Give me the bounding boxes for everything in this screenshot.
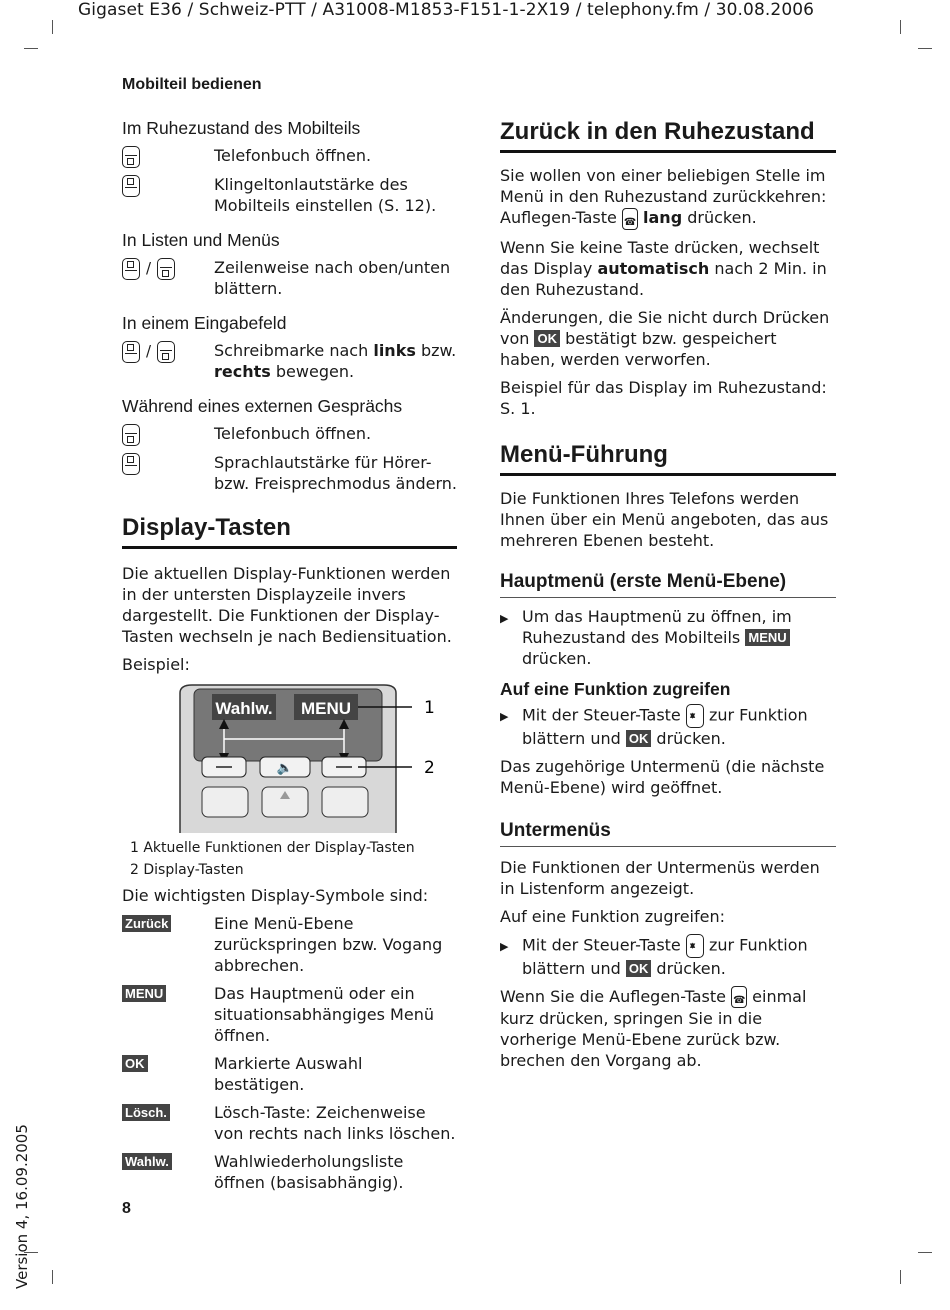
section-idle (122, 118, 457, 216)
symbol-description: Lösch-Taste: Zeichenweise von rechts nach links löschen. (214, 1103, 456, 1143)
symbol-row (122, 1151, 457, 1193)
symbol-row (122, 1102, 457, 1144)
display-keys-figure (122, 683, 457, 833)
bullet-arrow-icon: ▶ (500, 939, 509, 953)
hangup-key-icon (622, 208, 638, 230)
section-lists (122, 230, 457, 299)
bullet-item: ▶ Mit der Steuer-Taste ▲ ▼ zur Funktion blättern und OK drücken. (500, 704, 836, 749)
crop-mark (24, 48, 38, 49)
document-header: Gigaset E36 / Schweiz-PTT / A31008-M1853-F151-1-2X19 / telephony.fm / 30.08.2006 (78, 0, 815, 20)
symbol-row (122, 1053, 457, 1095)
separator: / (146, 342, 152, 360)
callout-1: 1 (424, 698, 435, 718)
bullet-arrow-icon: ▶ (500, 611, 509, 625)
bullet-item: ▶ Mit der Steuer-Taste ▲ ▼ zur Funktion blättern und OK drücken. (500, 934, 836, 979)
key-description: Schreibmarke nach links bzw. rechts bewegen. (214, 341, 457, 381)
heading-display-tasten: Display-Tasten (122, 514, 457, 549)
callout-2: 2 (424, 758, 435, 778)
key-row (122, 452, 457, 494)
nav-up-key-icon (122, 258, 140, 280)
phone-illustration (122, 683, 457, 833)
symbol-key: Lösch. (122, 1104, 170, 1121)
symbol-key: OK (122, 1055, 148, 1072)
paragraph: Beispiel: (122, 655, 190, 674)
paragraph: Auf eine Funktion zugreifen: (500, 906, 725, 926)
crop-mark (52, 1270, 53, 1284)
key-description: Telefonbuch öffnen. (214, 424, 372, 443)
version-side-text: Version 4, 16.09.2005 (13, 1124, 31, 1289)
nav-down-key-icon (122, 424, 140, 446)
section-title: In Listen und Menüs (122, 230, 280, 250)
section-title: In einem Eingabefeld (122, 313, 287, 333)
section-title: Während eines externen Gesprächs (122, 396, 403, 416)
paragraph: Sie wollen von einer beliebigen Stelle im Menü in den Ruhezustand zurückkehren: Auflegen-Taste ☎ lang drücken. (500, 165, 836, 230)
paragraph: Die Funktionen Ihres Telefons werden Ihnen über ein Menü angeboten, das aus mehreren Ebenen besteht. (500, 488, 829, 550)
symbol-description: Eine Menü-Ebene zurückspringen bzw. Vogang abbrechen. (214, 914, 443, 975)
key-description: Telefonbuch öffnen. (214, 146, 372, 165)
nav-up-key-icon (122, 341, 140, 363)
menu-key: MENU (745, 629, 789, 646)
figure-legend-2: 2 Display-Tasten (130, 862, 244, 878)
paragraph: Änderungen, die Sie nicht durch Drücken von OK bestätigt bzw. gespeichert haben, werden verworfen. (500, 307, 830, 369)
separator: / (146, 259, 152, 277)
key-row (122, 145, 457, 168)
symbol-list (122, 913, 457, 1193)
crop-mark (900, 20, 901, 34)
paragraph: Das zugehörige Untermenü (die nächste Menü-Ebene) wird geöffnet. (500, 756, 825, 797)
section-input (122, 313, 457, 382)
nav-down-key-icon (157, 341, 175, 363)
heading-zurueck: Zurück in den Ruhezustand (500, 118, 836, 153)
paragraph: Wenn Sie die Auflegen-Taste ☎ einmal kurz drücken, springen Sie in die vorherige Menü-Ebene zurück bzw. brechen den Vorgang ab. (500, 986, 836, 1072)
heading-funktion-zugreifen: Auf eine Funktion zugreifen (500, 678, 731, 699)
ok-key: OK (626, 730, 652, 747)
paragraph: Die Funktionen der Untermenüs werden in Listenform angezeigt. (500, 857, 820, 898)
control-key-icon (686, 704, 704, 728)
symbol-description: Markierte Auswahl bestätigen. (214, 1054, 363, 1094)
paragraph: Beispiel für das Display im Ruhezustand: S. 1. (500, 377, 827, 418)
crop-mark (918, 48, 932, 49)
section-call (122, 396, 457, 494)
left-column (122, 118, 457, 1200)
heading-menu-fuehrung: Menü-Führung (500, 441, 836, 476)
figure-legend-1: 1 Aktuelle Funktionen der Display-Tasten (130, 840, 415, 856)
nav-down-key-icon (122, 146, 140, 168)
section-title: Im Ruhezustand des Mobilteils (122, 118, 361, 138)
nav-down-key-icon (157, 258, 175, 280)
right-column (500, 118, 836, 1078)
heading-untermenues: Untermenüs (500, 820, 836, 847)
key-description: Sprachlautstärke für Hörer- bzw. Freisprechmodus ändern. (214, 453, 457, 493)
key-row (122, 257, 457, 299)
paragraph: Die wichtigsten Display-Symbole sind: (122, 886, 429, 905)
key-row (122, 174, 457, 216)
softkey-right-label: MENU (300, 699, 352, 718)
symbol-key: Zurück (122, 915, 171, 932)
paragraph: Wenn Sie keine Taste drücken, wechselt das Display automatisch nach 2 Min. in den Ruhezustand. (500, 237, 827, 299)
running-head: Mobilteil bedienen (122, 76, 262, 93)
control-key-icon (686, 934, 704, 958)
key-description: Zeilenweise nach oben/unten blättern. (214, 258, 451, 298)
crop-mark (52, 20, 53, 34)
softkey-left-label: Wahlw. (215, 699, 273, 718)
key-row (122, 340, 457, 382)
crop-mark (918, 1252, 932, 1253)
symbol-row (122, 983, 457, 1046)
nav-up-key-icon (122, 175, 140, 197)
speaker-icon: 🔈 (276, 761, 294, 776)
ok-key: OK (626, 960, 652, 977)
bullet-item: ▶ Um das Hauptmenü zu öffnen, im Ruhezustand des Mobilteils MENU drücken. (500, 606, 792, 668)
symbol-key: Wahlw. (122, 1153, 172, 1170)
nav-up-key-icon (122, 453, 140, 475)
crop-mark (900, 1270, 901, 1284)
symbol-description: Das Hauptmenü oder ein situationsabhängiges Menü öffnen. (214, 984, 434, 1045)
symbol-row (122, 913, 457, 976)
bullet-arrow-icon: ▶ (500, 709, 509, 723)
paragraph: Die aktuellen Display-Funktionen werden in der untersten Displayzeile invers dargestellt. Die Funktionen der Display-Tasten wechseln je nach Bediensituation. (122, 564, 452, 646)
hangup-key-icon (731, 986, 747, 1008)
symbol-key: MENU (122, 985, 166, 1002)
page-number: 8 (122, 1200, 131, 1217)
symbol-description: Wahlwiederholungsliste öffnen (basisabhängig). (214, 1152, 404, 1192)
ok-key: OK (534, 330, 560, 347)
key-row (122, 423, 457, 446)
heading-hauptmenue: Hauptmenü (erste Menü-Ebene) (500, 571, 836, 598)
key-description: Klingeltonlautstärke des Mobilteils einstellen (S. 12). (214, 175, 437, 215)
